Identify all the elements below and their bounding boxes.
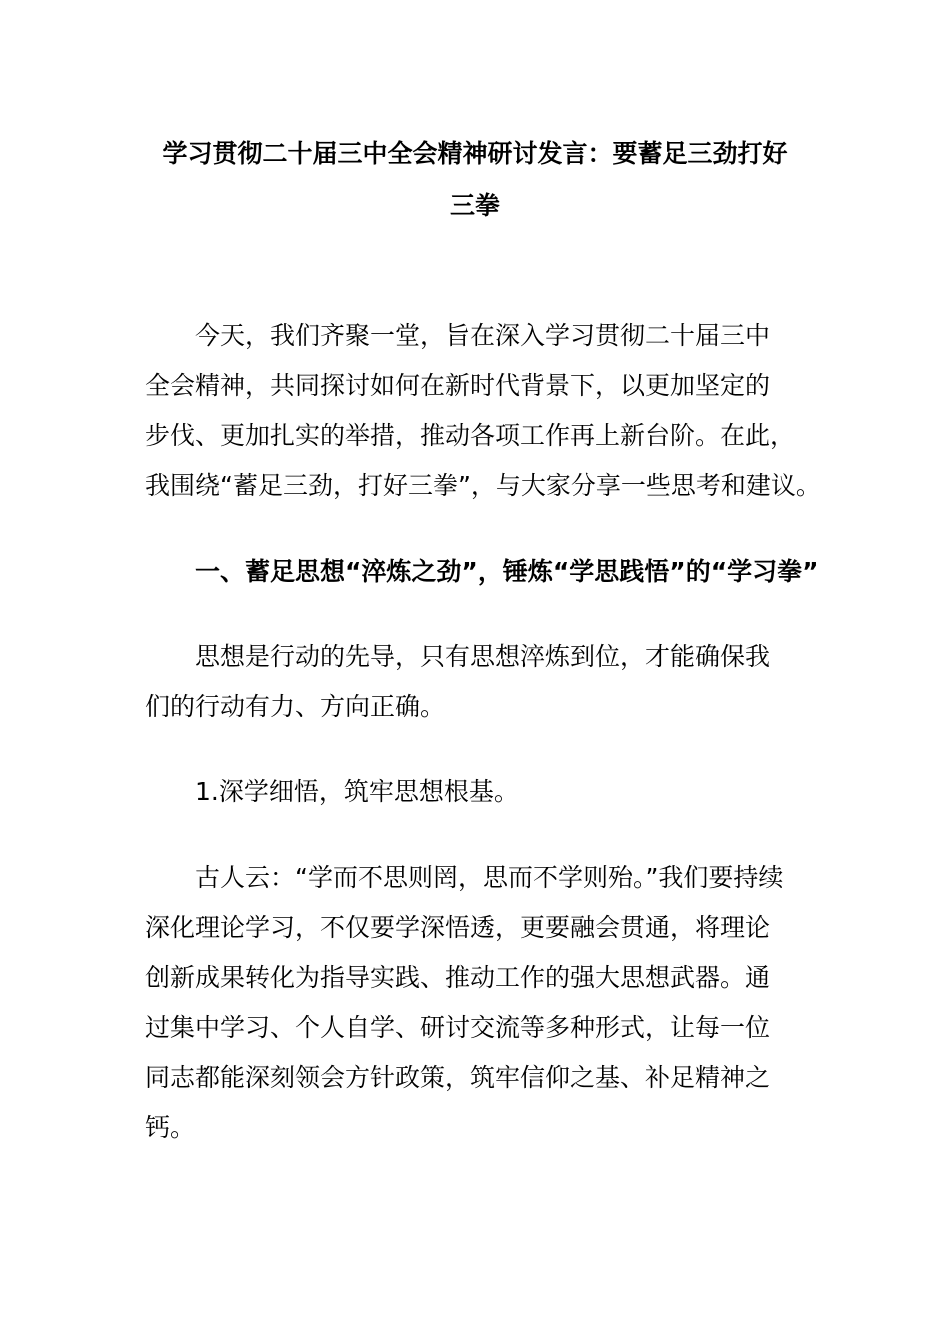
- paragraph-line: 们的行动有力、方向正确。: [145, 692, 446, 721]
- title-line: 学习贯彻二十届三中全会精神研讨发言：要蓄足三劲打好: [162, 139, 788, 168]
- subsection-body-paragraph: [145, 853, 805, 1153]
- paragraph-line: 过集中学习、个人自学、研讨交流等多种形式，让每一位: [145, 1013, 771, 1042]
- subsection-heading: [145, 767, 805, 817]
- paragraph-line: 全会精神，共同探讨如何在新时代背景下，以更加坚定的: [145, 371, 771, 400]
- section-heading-text: 一、蓄足思想“淬炼之劲”，锤炼“学思践悟”的“学习拳”: [195, 557, 819, 586]
- paragraph-line: 古人云：“学而不思则罔，思而不学则殆。”我们要持续: [195, 863, 784, 892]
- section-intro-paragraph: [145, 632, 805, 732]
- subsection-heading-text: 1.深学细悟，筑牢思想根基。: [195, 777, 519, 806]
- paragraph-line: 钙。: [145, 1113, 196, 1142]
- paragraph-line: 今天，我们齐聚一堂，旨在深入学习贯彻二十届三中: [195, 321, 771, 350]
- document-title: [145, 128, 805, 232]
- paragraph-line: 我围绕“蓄足三劲，打好三拳”，与大家分享一些思考和建议。: [145, 471, 821, 500]
- title-line: 三拳: [449, 191, 500, 220]
- paragraph-line: 步伐、更加扎实的举措，推动各项工作再上新台阶。在此，: [145, 421, 796, 450]
- paragraph-line: 深化理论学习，不仅要学深悟透，更要融会贯通，将理论: [145, 913, 771, 942]
- paragraph-line: 同志都能深刻领会方针政策，筑牢信仰之基、补足精神之: [145, 1063, 771, 1092]
- paragraph-line: 创新成果转化为指导实践、推动工作的强大思想武器。通: [145, 963, 771, 992]
- intro-paragraph: [145, 311, 821, 511]
- section-heading: [145, 547, 819, 597]
- paragraph-line: 思想是行动的先导，只有思想淬炼到位，才能确保我: [195, 642, 771, 671]
